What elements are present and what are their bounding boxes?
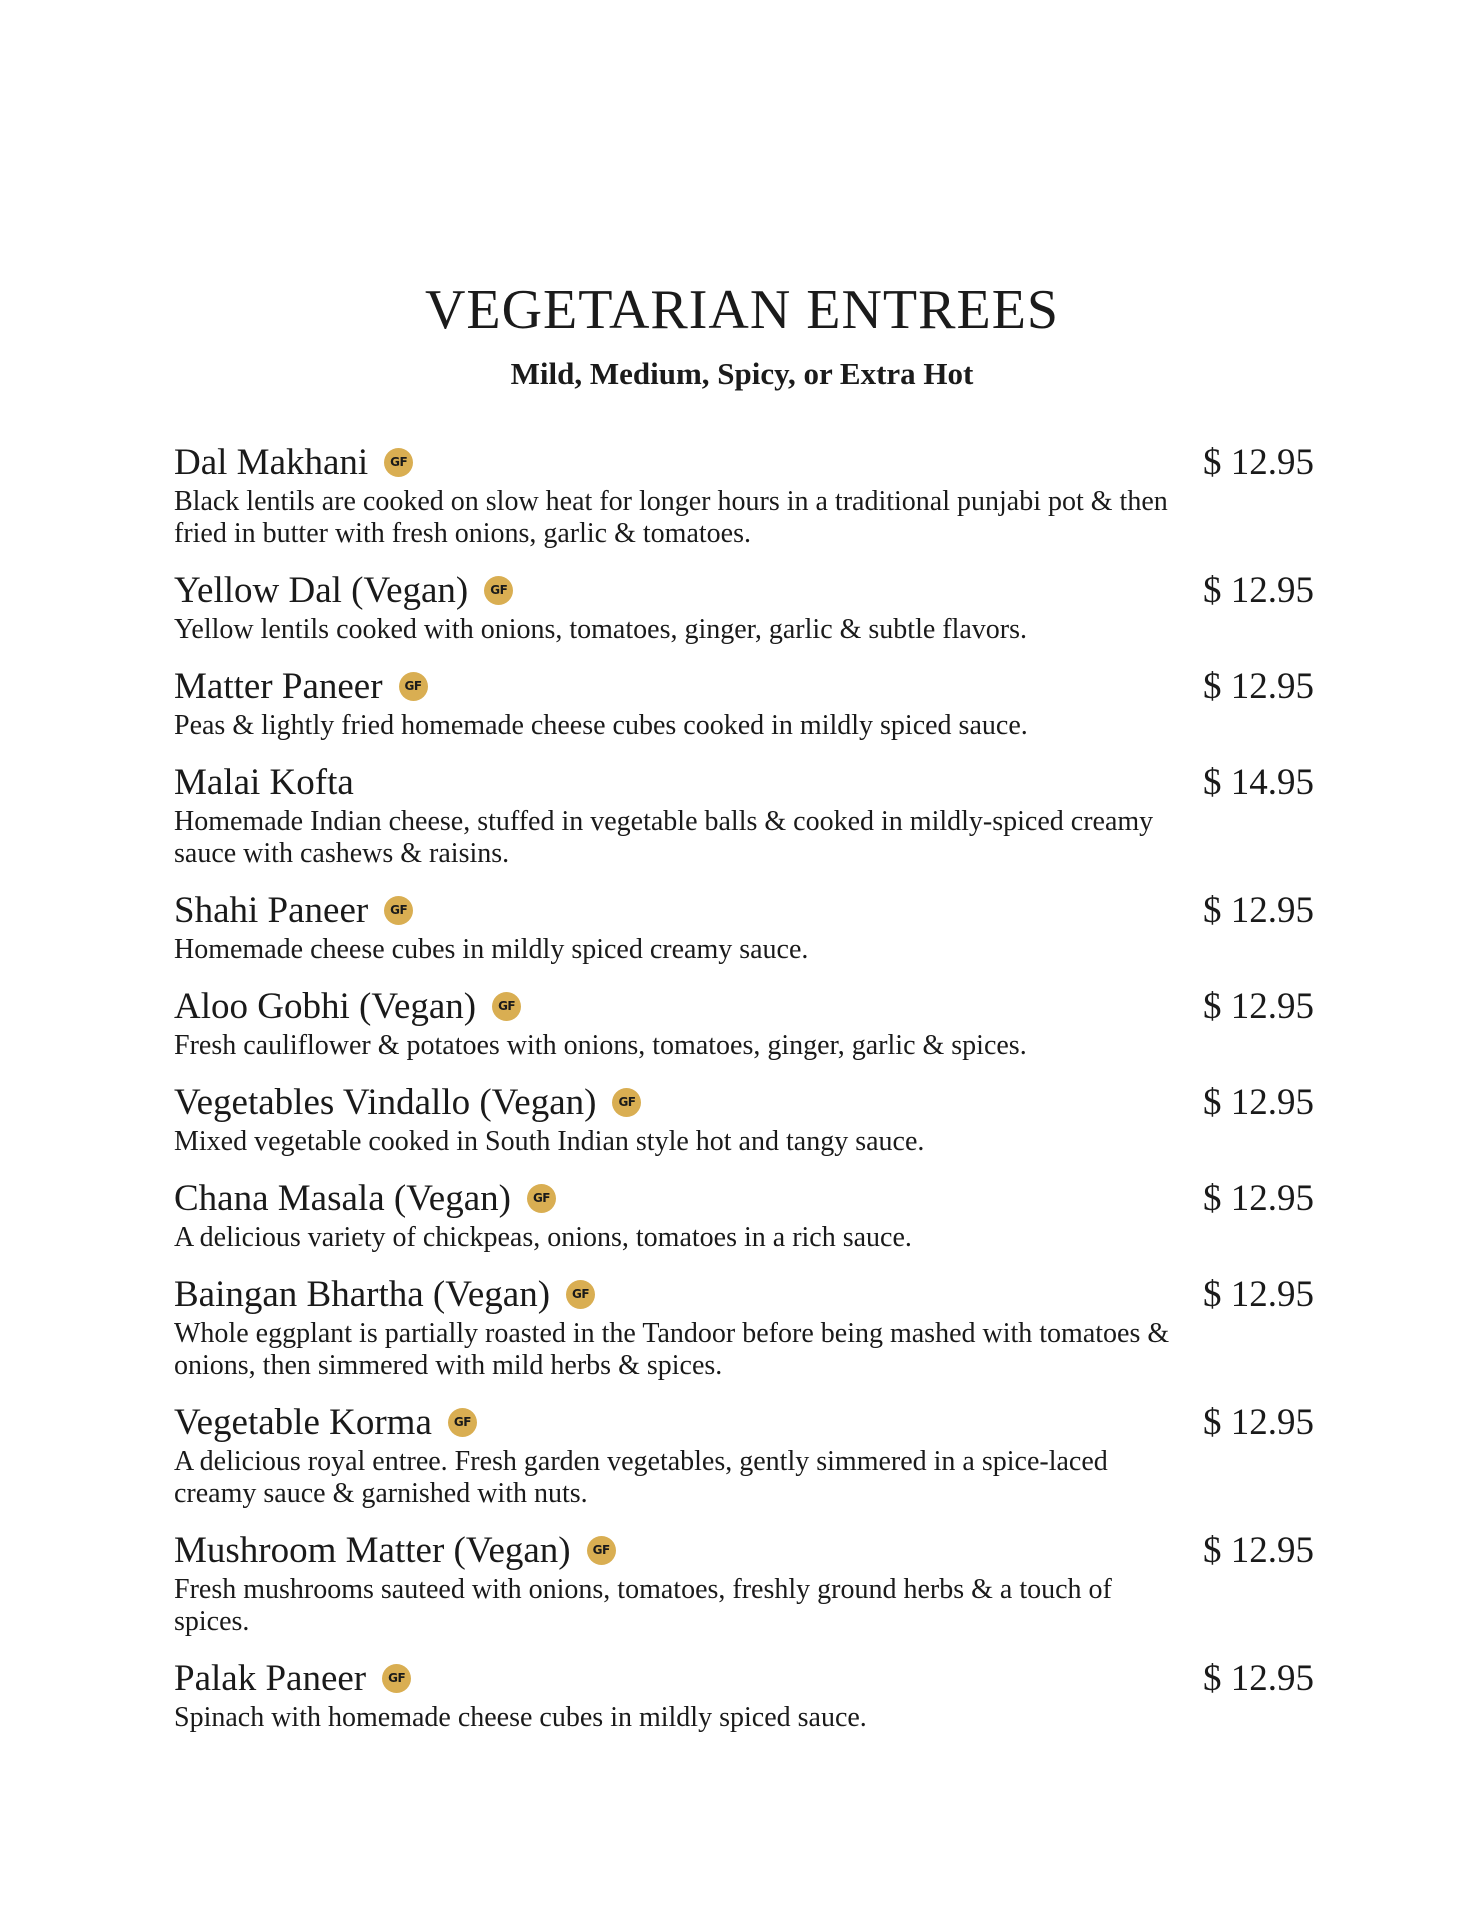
gluten-free-icon-label: GF [390,903,408,917]
gluten-free-icon-label: GF [498,999,516,1013]
menu-item-price: $ 12.95 [1203,1529,1314,1571]
gluten-free-icon [587,1536,616,1565]
gluten-free-icon [448,1408,477,1437]
gluten-free-icon-label: GF [490,583,508,597]
menu-item-header [174,1078,1314,1126]
menu-item-name-group [174,889,413,931]
menu-item-name-group [174,569,513,611]
gluten-free-icon [399,672,428,701]
menu-item-header [174,438,1314,486]
menu-item-name-group [174,1401,477,1443]
gluten-free-icon [566,1280,595,1309]
menu-item-name-group [174,665,428,707]
gluten-free-icon-label: GF [618,1095,636,1109]
menu-item-name: Mushroom Matter (Vegan) [174,1529,571,1571]
menu-item-description: Mixed vegetable cooked in South Indian style hot and tangy sauce. [174,1126,925,1157]
menu-item-header [174,1398,1314,1446]
menu-item-header [174,886,1314,934]
gluten-free-icon [527,1184,556,1213]
menu-item [174,1174,1314,1254]
gluten-free-icon-label: GF [404,679,422,693]
menu-item [174,1526,1314,1638]
menu-item-description: Homemade cheese cubes in mildly spiced creamy sauce. [174,934,809,965]
spice-levels-subtitle: Mild, Medium, Spicy, or Extra Hot [510,356,974,391]
menu-item-header [174,982,1314,1030]
menu-item-price: $ 12.95 [1203,1081,1314,1123]
gluten-free-icon-label: GF [388,1671,406,1685]
menu-item-price: $ 12.95 [1203,985,1314,1027]
menu-item [174,758,1314,870]
menu-item-header [174,566,1314,614]
gluten-free-icon [384,448,413,477]
menu-item-price: $ 12.95 [1203,569,1314,611]
menu-item-price: $ 12.95 [1203,441,1314,483]
gluten-free-icon [492,992,521,1021]
menu-item-name-group [174,441,413,483]
menu-item-name: Palak Paneer [174,1657,367,1699]
menu-item-price: $ 12.95 [1203,1273,1314,1315]
menu-item-description: A delicious royal entree. Fresh garden vegetables, gently simmered in a spice-laced creamy sauce & garnished with nuts. [174,1446,1108,1509]
menu-item-name: Baingan Bhartha (Vegan) [174,1273,551,1315]
menu-item-description: Fresh mushrooms sauteed with onions, tomatoes, freshly ground herbs & a touch of spices. [174,1574,1112,1637]
menu-item-price: $ 12.95 [1203,1657,1314,1699]
gluten-free-icon [382,1664,411,1693]
menu-item-name-group [174,1081,641,1123]
menu-item [174,438,1314,550]
menu-item [174,1078,1314,1158]
gluten-free-icon-label: GF [572,1287,590,1301]
menu-item-name: Dal Makhani [174,441,369,483]
menu-item [174,1654,1314,1734]
menu-item-name-group [174,985,521,1027]
menu-item [174,982,1314,1062]
menu-item-name: Malai Kofta [174,761,354,803]
menu-item-name: Vegetable Korma [174,1401,432,1443]
menu-item-name: Chana Masala (Vegan) [174,1177,511,1219]
menu-item-header [174,1270,1314,1318]
gluten-free-icon-label: GF [453,1415,471,1429]
entree-list [174,438,1314,1750]
gluten-free-icon-label: GF [592,1543,610,1557]
gluten-free-icon [384,896,413,925]
menu-item-name: Matter Paneer [174,665,383,707]
menu-item-description: Homemade Indian cheese, stuffed in vegetable balls & cooked in mildly-spiced creamy sauce with cashews & raisins. [174,806,1154,869]
menu-item-header [174,758,1314,806]
menu-item-name: Aloo Gobhi (Vegan) [174,985,477,1027]
menu-item-header [174,1654,1314,1702]
page-title: VEGETARIAN ENTREES [424,279,1060,341]
gluten-free-icon [612,1088,641,1117]
menu-item [174,662,1314,742]
menu-item-description: Peas & lightly fried homemade cheese cubes cooked in mildly spiced sauce. [174,710,1028,741]
gluten-free-icon-label: GF [532,1191,550,1205]
menu-item-name: Yellow Dal (Vegan) [174,569,469,611]
gluten-free-icon [484,576,513,605]
menu-item-description: Spinach with homemade cheese cubes in mildly spiced sauce. [174,1702,867,1733]
menu-item-price: $ 12.95 [1203,1177,1314,1219]
gluten-free-icon-label: GF [390,455,408,469]
menu-item-header [174,662,1314,710]
menu-item [174,566,1314,646]
menu-item [174,1270,1314,1382]
menu-item [174,1398,1314,1510]
menu-item-price: $ 12.95 [1203,1401,1314,1443]
menu-item-name: Vegetables Vindallo (Vegan) [174,1081,597,1123]
menu-item-price: $ 14.95 [1203,761,1314,803]
menu-item-name-group [174,1273,595,1315]
menu-item-description: A delicious variety of chickpeas, onions, tomatoes in a rich sauce. [174,1222,912,1253]
menu-item-description: Yellow lentils cooked with onions, tomatoes, ginger, garlic & subtle flavors. [174,614,1028,645]
menu-item-header [174,1174,1314,1222]
menu-item [174,886,1314,966]
menu-item-description: Fresh cauliflower & potatoes with onions, tomatoes, ginger, garlic & spices. [174,1030,1027,1061]
menu-item-description: Black lentils are cooked on slow heat for longer hours in a traditional punjabi pot & then fried in butter with fresh onions, garlic & tomatoes. [174,486,1168,549]
menu-item-name-group [174,761,354,803]
menu-item-name-group [174,1529,616,1571]
menu-item-name-group [174,1657,411,1699]
menu-item-header [174,1526,1314,1574]
menu-item-name: Shahi Paneer [174,889,369,931]
menu-item-name-group [174,1177,556,1219]
menu-item-price: $ 12.95 [1203,665,1314,707]
menu-item-description: Whole eggplant is partially roasted in the Tandoor before being mashed with tomatoes & onions, then simmered with mild herbs & spices. [174,1318,1170,1381]
menu-item-price: $ 12.95 [1203,889,1314,931]
